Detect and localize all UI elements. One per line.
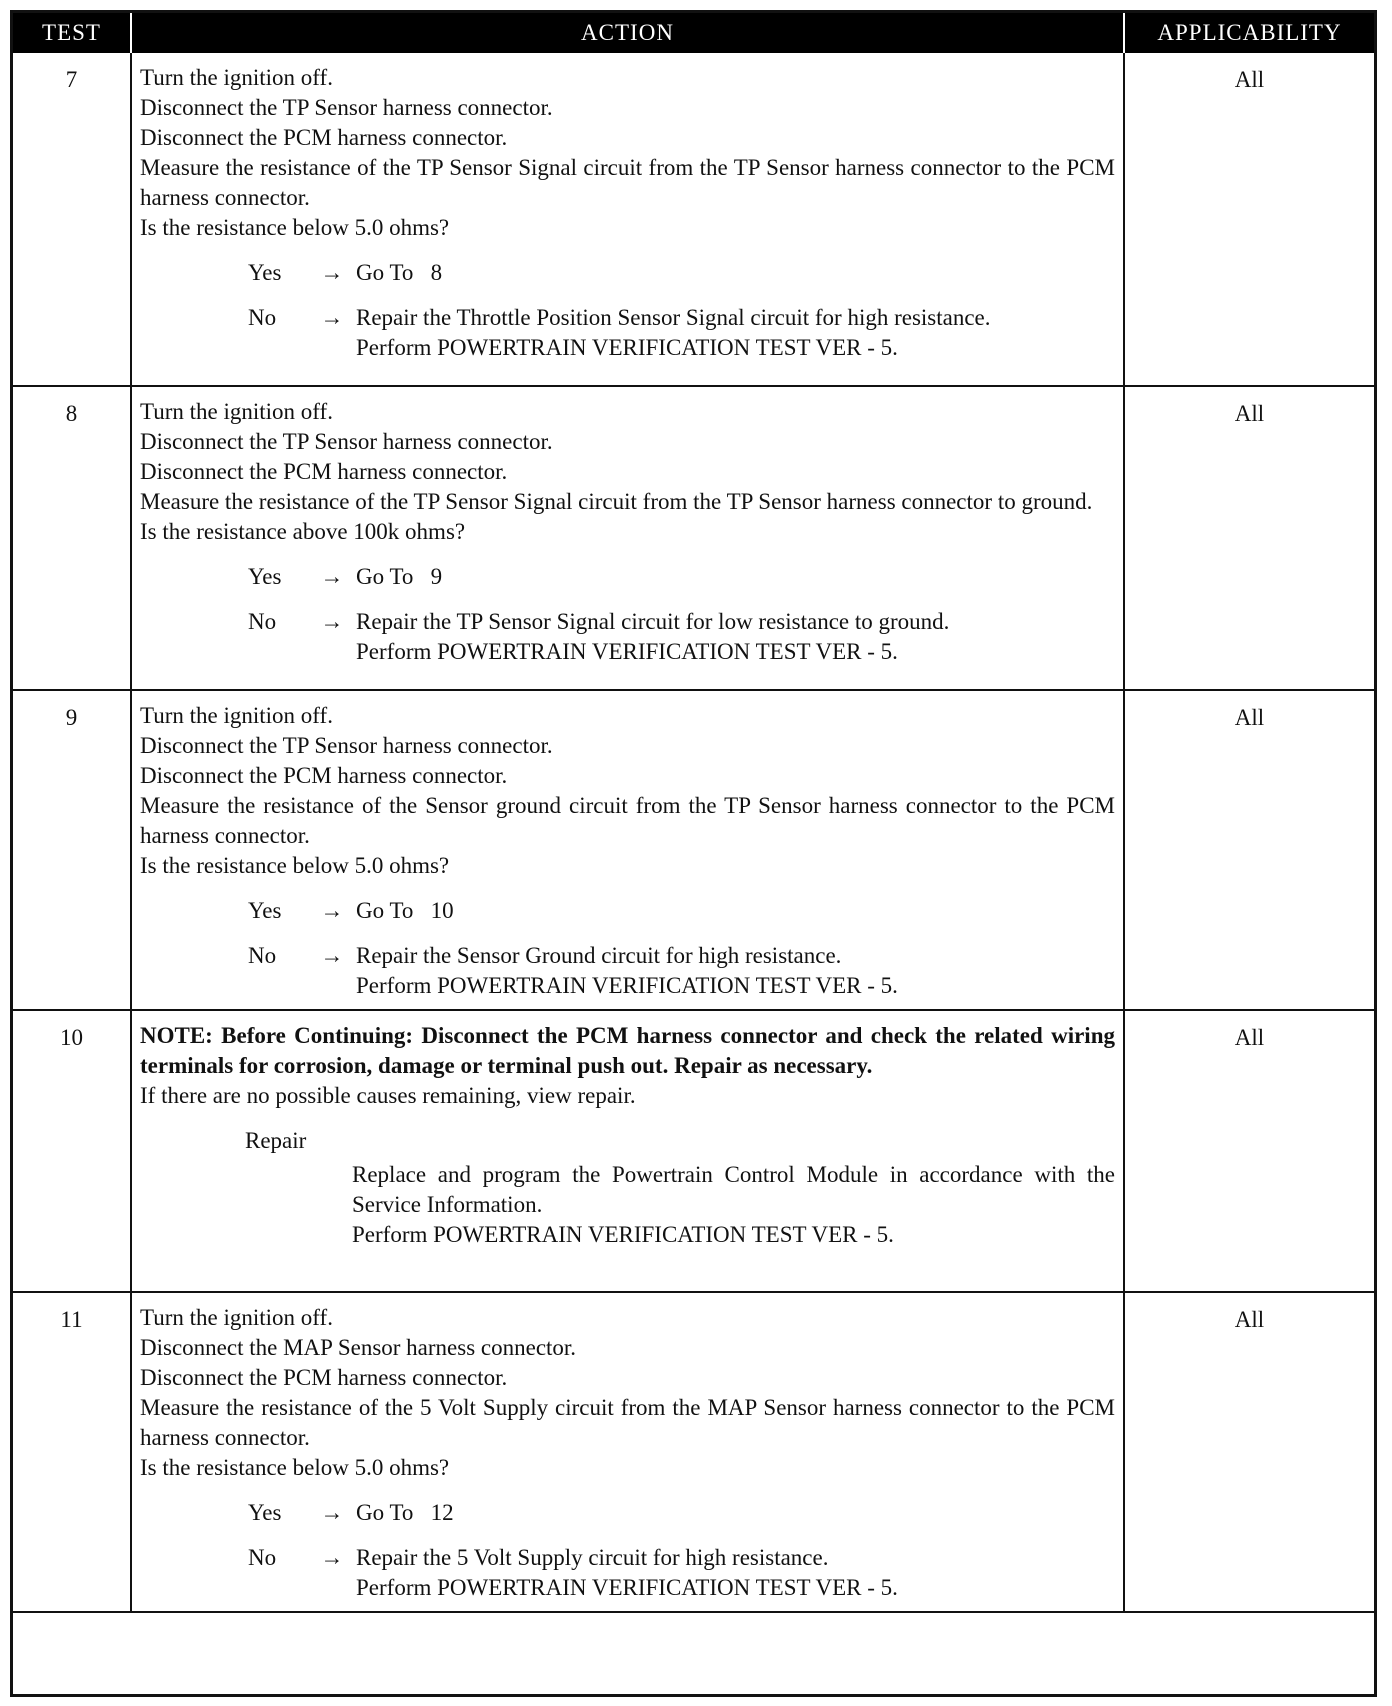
yes-branch: [140, 258, 1115, 288]
no-label: No: [248, 609, 277, 634]
yes-result: Go To 12: [356, 1500, 454, 1525]
table-row: [13, 690, 1374, 1010]
test-number: 7: [13, 53, 131, 386]
test-number: 9: [13, 690, 131, 1010]
action-line: Turn the ignition off.: [140, 399, 333, 424]
yes-result: Go To 10: [356, 898, 454, 923]
action-line: Disconnect the PCM harness connector.: [140, 1365, 508, 1390]
arrow-right-icon: →: [320, 1545, 344, 1570]
table-row: [13, 53, 1374, 386]
diagnostic-test-table: [13, 13, 1374, 1613]
no-result-text: Repair the Throttle Position Sensor Signal circuit for high resistance.: [356, 305, 991, 330]
header-applicability: APPLICABILITY: [1124, 13, 1374, 53]
yes-result: Go To 8: [356, 260, 443, 285]
action-line: Is the resistance below 5.0 ohms?: [140, 853, 450, 878]
repair-text: Replace and program the Powertrain Control Module in accordance with the Service Information.: [352, 1162, 1115, 1217]
no-result: [356, 1543, 1115, 1603]
header-action: ACTION: [131, 13, 1124, 53]
yes-branch: [140, 1498, 1115, 1528]
arrow-right-icon: →: [320, 260, 344, 285]
arrow-right-icon: →: [320, 564, 344, 589]
yes-branch: [140, 562, 1115, 592]
no-branch: [140, 607, 1115, 667]
action-line: Disconnect the PCM harness connector.: [140, 763, 508, 788]
arrow-right-icon: →: [320, 943, 344, 968]
no-result-text: Repair the 5 Volt Supply circuit for high resistance.: [356, 1545, 829, 1570]
no-result-text: Repair the TP Sensor Signal circuit for low resistance to ground.: [356, 609, 950, 634]
test-number: 10: [13, 1010, 131, 1292]
table-row: [13, 386, 1374, 690]
action-line: Measure the resistance of the Sensor ground circuit from the TP Sensor harness connector to the PCM harness connector.: [140, 793, 1115, 848]
header-test: TEST: [13, 13, 131, 53]
yes-label: Yes: [248, 564, 282, 589]
test-number: 8: [13, 386, 131, 690]
action-line: Measure the resistance of the TP Sensor Signal circuit from the TP Sensor harness connector to the PCM harness connector.: [140, 155, 1115, 210]
yes-branch: [140, 896, 1115, 926]
no-result-verify: Perform POWERTRAIN VERIFICATION TEST VER - 5.: [356, 335, 898, 360]
action-line: Is the resistance above 100k ohms?: [140, 519, 466, 544]
action-line: Is the resistance below 5.0 ohms?: [140, 215, 450, 240]
action-cell: [131, 1010, 1124, 1292]
action-line: Disconnect the TP Sensor harness connector.: [140, 429, 553, 454]
action-line: If there are no possible causes remaining, view repair.: [140, 1083, 636, 1108]
no-result-verify: Perform POWERTRAIN VERIFICATION TEST VER - 5.: [356, 1575, 898, 1600]
no-branch: [140, 303, 1115, 363]
no-label: No: [248, 943, 277, 968]
arrow-right-icon: →: [320, 1500, 344, 1525]
no-result-verify: Perform POWERTRAIN VERIFICATION TEST VER - 5.: [356, 973, 898, 998]
action-cell: [131, 690, 1124, 1010]
action-line: Measure the resistance of the 5 Volt Supply circuit from the MAP Sensor harness connector to the PCM harness connector.: [140, 1395, 1115, 1450]
applicability-value: All: [1124, 53, 1374, 386]
arrow-right-icon: →: [320, 305, 344, 330]
applicability-value: All: [1124, 690, 1374, 1010]
action-line: Turn the ignition off.: [140, 1305, 333, 1330]
header-row: [13, 13, 1374, 53]
yes-label: Yes: [248, 260, 282, 285]
applicability-value: All: [1124, 1292, 1374, 1612]
applicability-value: All: [1124, 386, 1374, 690]
no-label: No: [248, 305, 277, 330]
action-line: Disconnect the PCM harness connector.: [140, 459, 508, 484]
action-cell: [131, 1292, 1124, 1612]
test-number: 11: [13, 1292, 131, 1612]
diagnostic-table-sheet: [10, 10, 1377, 1697]
action-line: Disconnect the PCM harness connector.: [140, 125, 508, 150]
table-row: [13, 1010, 1374, 1292]
no-result: [356, 941, 1115, 1001]
action-line: Is the resistance below 5.0 ohms?: [140, 1455, 450, 1480]
repair-verify: Perform POWERTRAIN VERIFICATION TEST VER - 5.: [352, 1222, 894, 1247]
action-line: Disconnect the TP Sensor harness connector.: [140, 95, 553, 120]
no-result-text: Repair the Sensor Ground circuit for high resistance.: [356, 943, 842, 968]
action-line: Measure the resistance of the TP Sensor Signal circuit from the TP Sensor harness connector to ground.: [140, 489, 1093, 514]
no-branch: [140, 1543, 1115, 1603]
no-branch: [140, 941, 1115, 1001]
action-cell: [131, 53, 1124, 386]
action-cell: [131, 386, 1124, 690]
action-line: Disconnect the TP Sensor harness connector.: [140, 733, 553, 758]
applicability-value: All: [1124, 1010, 1374, 1292]
note-text: NOTE: Before Continuing: Disconnect the PCM harness connector and check the related wiring terminals for corrosion, damage or terminal push out. Repair as necessary.: [140, 1023, 1115, 1078]
no-result: [356, 303, 1115, 363]
repair-label: Repair: [245, 1128, 307, 1153]
arrow-right-icon: →: [320, 898, 344, 923]
arrow-right-icon: →: [320, 609, 344, 634]
table-row: [13, 1292, 1374, 1612]
action-line: Turn the ignition off.: [140, 703, 333, 728]
action-line: Disconnect the MAP Sensor harness connector.: [140, 1335, 577, 1360]
yes-label: Yes: [248, 898, 282, 923]
no-result-verify: Perform POWERTRAIN VERIFICATION TEST VER - 5.: [356, 639, 898, 664]
no-result: [356, 607, 1115, 667]
no-label: No: [248, 1545, 277, 1570]
yes-label: Yes: [248, 1500, 282, 1525]
yes-result: Go To 9: [356, 564, 443, 589]
action-line: Turn the ignition off.: [140, 65, 333, 90]
